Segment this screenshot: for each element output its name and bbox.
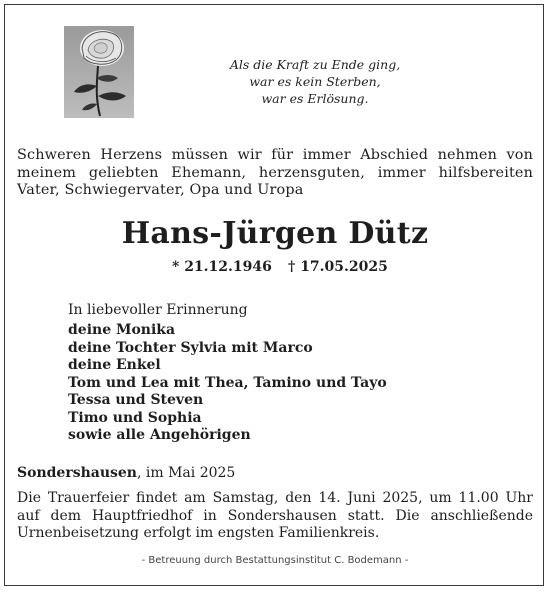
place-and-date	[17, 465, 235, 482]
birth-date: * 21.12.1946	[172, 259, 272, 275]
place-city: Sondershausen	[17, 465, 137, 481]
death-date: † 17.05.2025	[288, 259, 388, 275]
mourner-name: Tom und Lea mit Thea, Tamino und Tayo	[68, 374, 387, 391]
poem-line: Als die Kraft zu Ende ging,	[229, 57, 401, 72]
mourner-name: deine Enkel	[68, 357, 161, 373]
mourner-name: deine Tochter Sylvia mit Marco	[68, 339, 313, 356]
place-date: , im Mai 2025	[136, 465, 236, 481]
mourner-name: Tessa und Steven	[68, 392, 204, 408]
deceased-name: Hans-Jürgen Dütz	[121, 216, 429, 251]
memorial-poem	[180, 56, 450, 107]
mourners-lead: In liebevoller Erinnerung	[68, 302, 248, 318]
intro-text: Schweren Herzens müssen wir für immer Abschied nehmen von meinem geliebten Ehemann, herzensguten, immer hilfsbereiten Vater, Schwiegervater, Opa und Uropa	[17, 147, 533, 198]
funeral-service-info: Die Trauerfeier findet am Samstag, den 14. Juni 2025, um 11.00 Uhr auf dem Hauptfriedhof in Sondershausen statt. Die anschließende Urnenbeisetzung erfolgt im engsten Familienkreis.	[17, 490, 533, 541]
poem-line: war es Erlösung.	[261, 91, 369, 106]
mourner-name: sowie alle Angehörigen	[68, 427, 251, 443]
poem-line: war es kein Sterben,	[249, 74, 381, 89]
mourner-name: deine Monika	[68, 322, 176, 338]
mourner-name: Timo und Sophia	[68, 409, 202, 426]
mourners-list	[68, 302, 387, 445]
rose-icon	[64, 26, 134, 118]
funeral-home-credit: - Betreuung durch Bestattungsinstitut C. Bodemann -	[141, 555, 409, 566]
